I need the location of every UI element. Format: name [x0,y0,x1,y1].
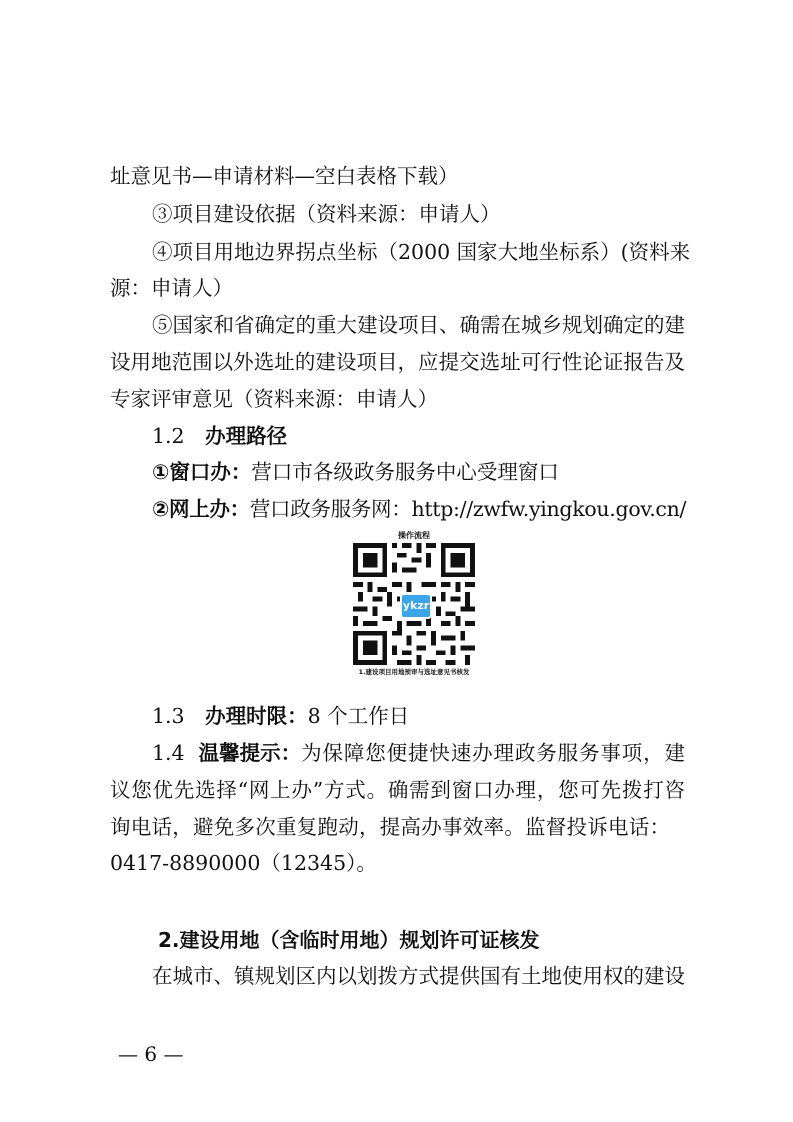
route-online [152,495,727,523]
paragraph-line: 询电话，避免多次重复跑动，提高办事效率。监督投诉电话： [110,815,670,839]
paragraph-line: 址意见书—申请材料—空白表格下载） [110,164,459,188]
paragraph-line: 0417-8890000（12345）。 [110,851,377,875]
paragraph-line: 在城市、镇规划区内以划拨方式提供国有土地使用权的建设 [152,964,685,988]
route-link[interactable]: 营口政务服务网：http://zwfw.yingkou.gov.cn/ [249,497,687,521]
paragraph-line: ③项目建设依据（资料来源：申请人） [152,202,501,226]
paragraph-line: 设用地范围以外选址的建设项目，应提交选址可行性论证报告及 [110,350,685,374]
section-title: 办理时限： [205,704,308,728]
section-title: 办理路径 [205,424,288,448]
section-number: 1.4 [152,741,185,765]
qr-caption: 1.建设项目用地预审与选址意见书核发 [358,668,470,676]
section-text: 为保障您便捷快速办理政务服务事项，建 [301,741,685,765]
route-label: ②网上办： [152,497,250,521]
route-window [152,458,727,486]
paragraph-line: 议您优先选择“网上办”方式。确需到窗口办理，您可先拨打咨 [110,778,685,802]
section-heading-2: 2.建设用地（含临时用地）规划许可证核发 [158,928,540,952]
paragraph-line: ⑤国家和省确定的重大建设项目、确需在城乡规划确定的建 [152,313,685,337]
qr-logo: ykzr [400,593,432,619]
section-number: 1.3 [152,704,185,728]
paragraph-line: ④项目用地边界拐点坐标（2000 国家大地坐标系）(资料来 [152,240,691,264]
route-label: ①窗口办： [152,460,252,484]
qr-title: 操作流程 [398,531,430,540]
qr-block [348,531,480,677]
page-number: — 6 — [118,1042,184,1066]
paragraph-line: 专家评审意见（资料来源：申请人） [110,387,438,411]
section-number: 1.2 [152,424,185,448]
paragraph-line: 源：申请人） [110,276,233,300]
section-heading-1-3 [152,702,727,730]
qr-code[interactable] [353,543,475,665]
route-text: 营口市各级政务服务中心受理窗口 [251,460,559,484]
section-text: 8 个工作日 [307,704,410,728]
section-heading-1-2 [152,422,727,450]
section-heading-1-4 [152,739,685,767]
section-title: 温馨提示： [198,741,302,765]
